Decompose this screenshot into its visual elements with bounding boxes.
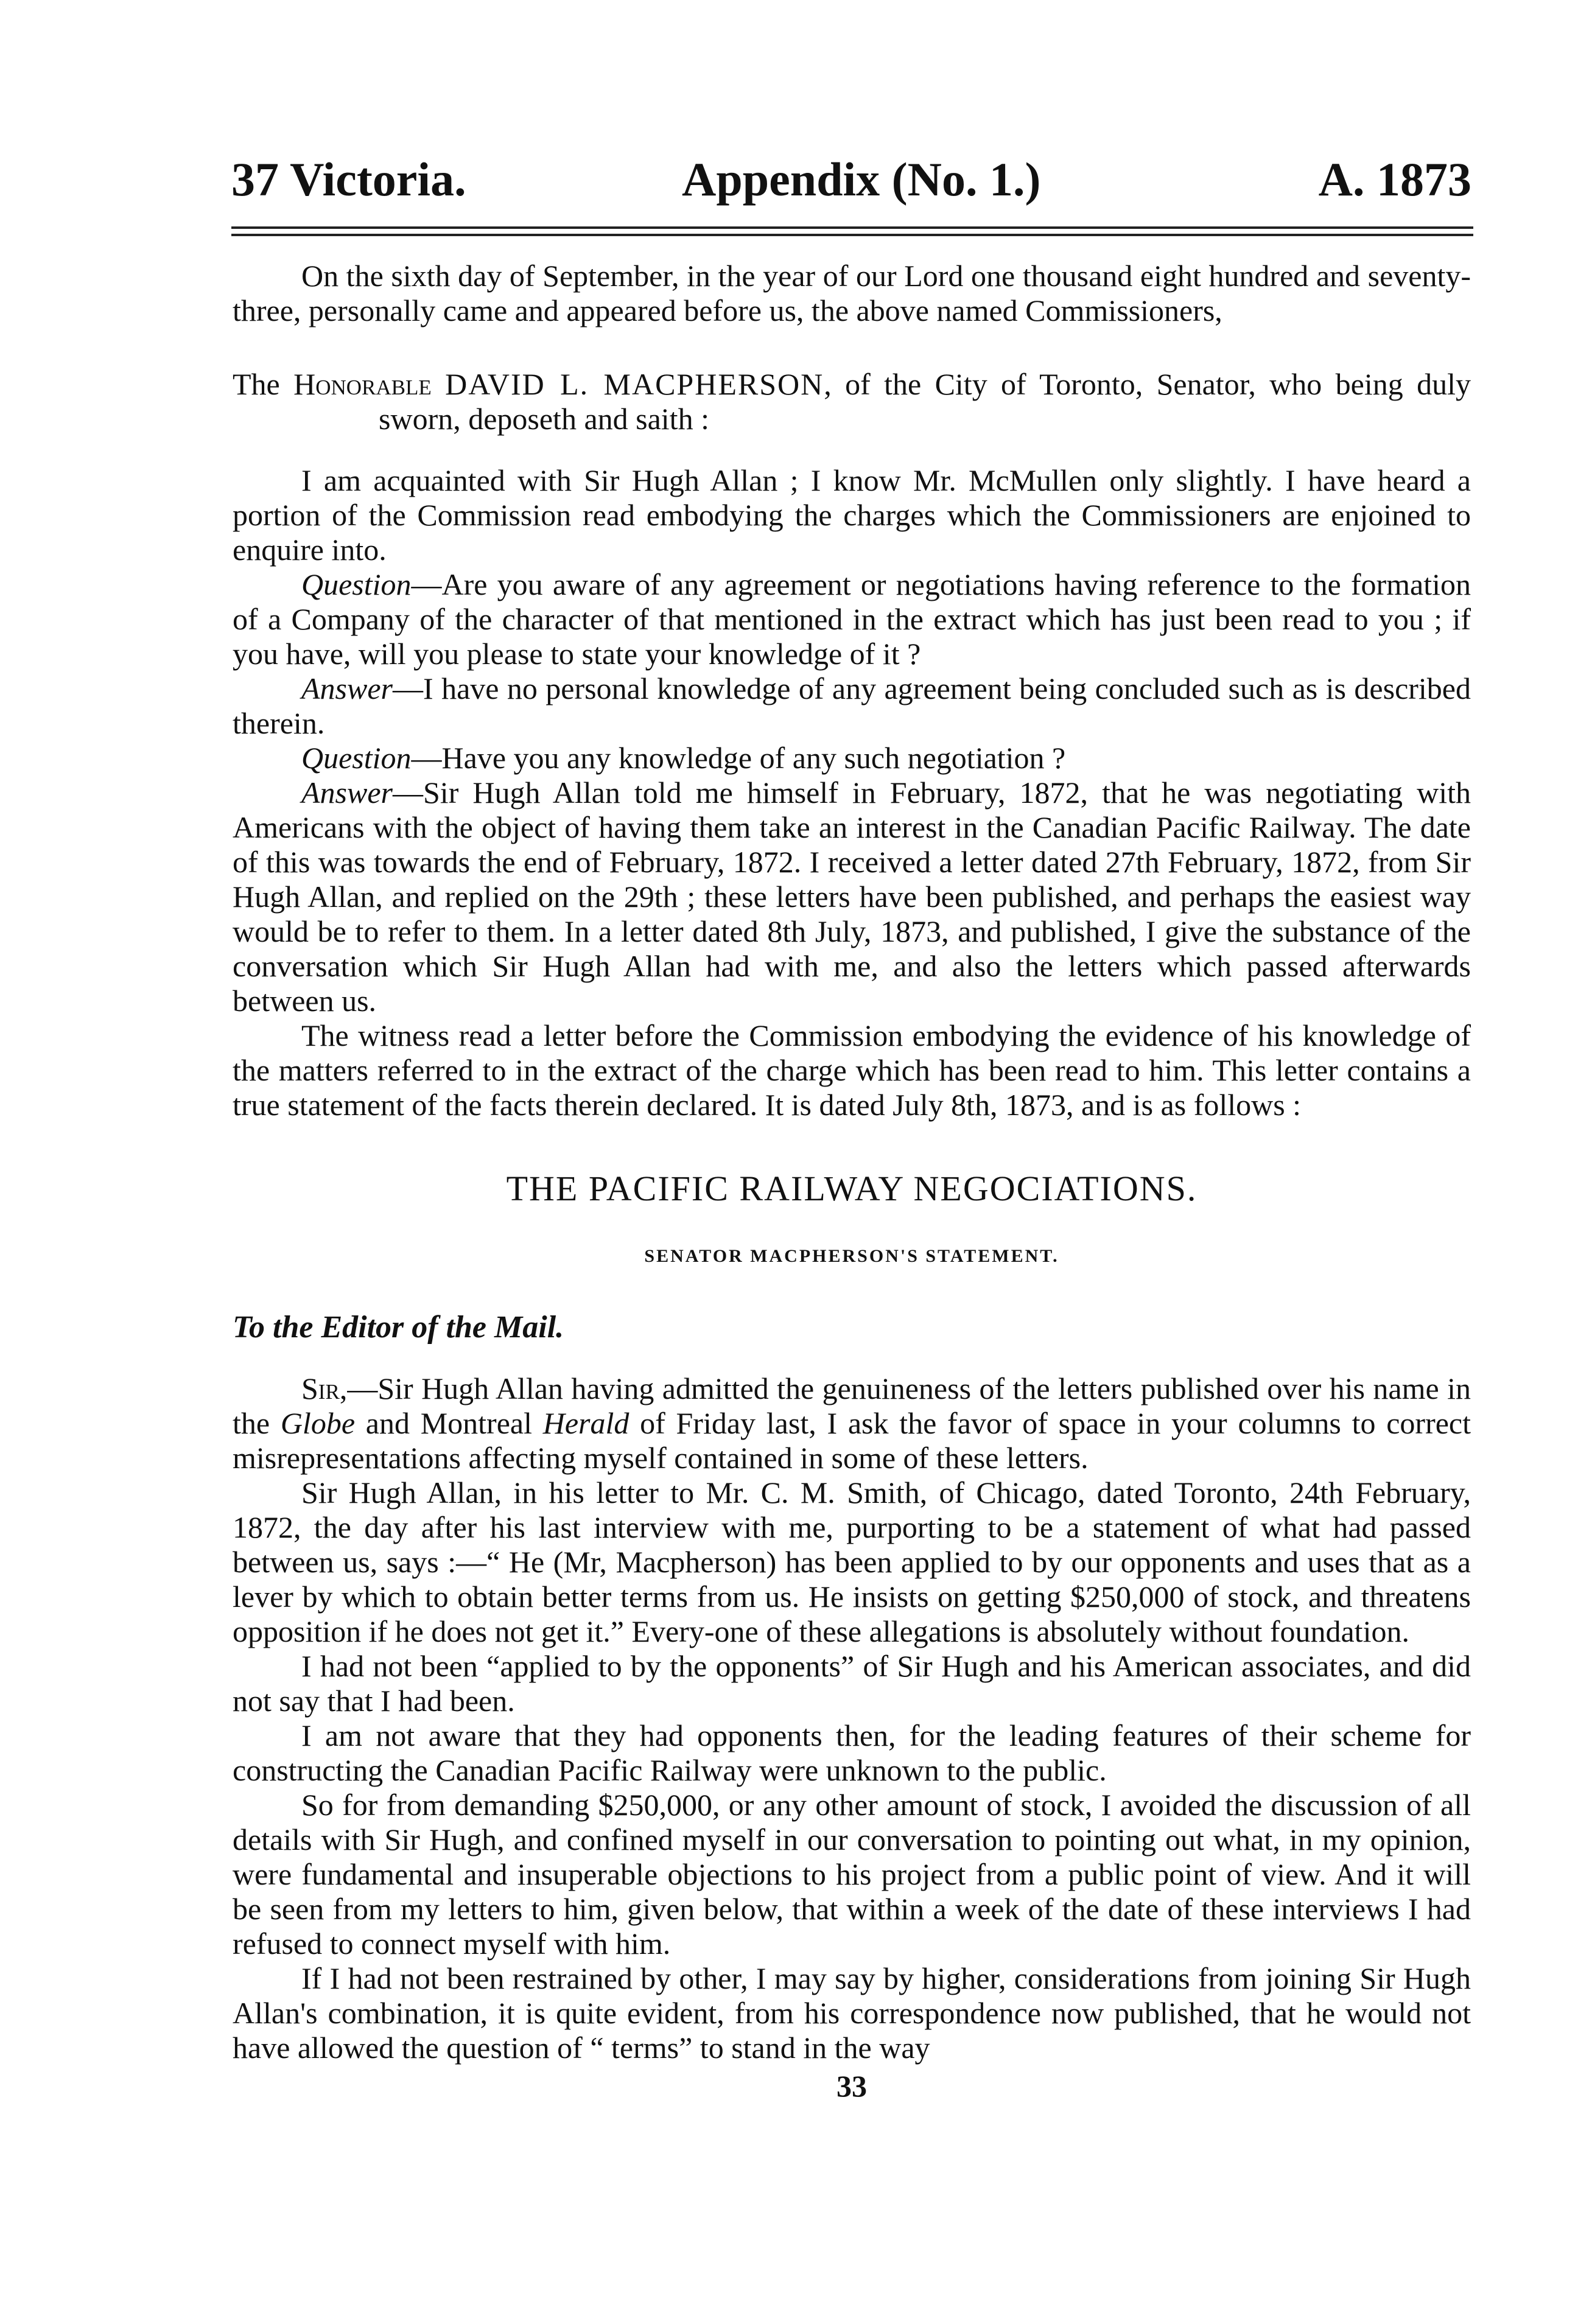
header-rule-top bbox=[231, 226, 1473, 229]
testimony-paragraph bbox=[233, 1018, 1471, 1122]
document-body bbox=[233, 259, 1471, 2104]
testimony-paragraph bbox=[233, 741, 1471, 775]
article-salutation: To the Editor of the Mail. bbox=[233, 1310, 564, 1345]
intro-paragraph: On the sixth day of September, in the year of our Lord one thousand eight hundred and seventy-three, personally came and appeared before us, the above named Commissioners, bbox=[233, 259, 1471, 327]
article-paragraph: Sir Hugh Allan, in his letter to Mr. C. M. Smith, of Chicago, dated Toronto, 24th February, 1872, the day after his last interview with me, purporting to be a statement of what had passed between us, says :—“ He (Mr, Macpherson) has been applied to by our opponents and uses that as a lever by which to obtain better terms from us. He insists on getting $250,000 of stock, and threatens opposition if he does not get it.” Every-one of these allegations is absolutely without foundation. bbox=[233, 1475, 1471, 1648]
testimony-label: Answer bbox=[301, 775, 393, 810]
article-text: and Montreal bbox=[355, 1406, 543, 1440]
testimony-paragraph bbox=[233, 775, 1471, 1018]
article-text: ,—Sir Hugh Allan having admitted the genuineness of the letters published over his name in the bbox=[233, 1371, 1471, 1440]
testimony-label: Answer bbox=[301, 671, 393, 705]
testimony-label: Question bbox=[301, 741, 412, 775]
testimony-text: —I have no personal knowledge of any agreement being concluded such as is described therein. bbox=[233, 671, 1471, 740]
header-rule-bottom bbox=[231, 234, 1473, 236]
witness-paragraph bbox=[233, 367, 1471, 436]
testimony-text: The witness read a letter before the Commission embodying the evidence of his knowledge of the matters referred to in the extract of the charge which has been read to him. This letter contains a true statement of the facts therein declared. It is dated July 8th, 1873, and is as follows : bbox=[233, 1018, 1471, 1122]
testimony-text: I am acquainted with Sir Hugh Allan ; I know Mr. McMullen only slightly. I have heard a portion of the Commission read embodying the charges which the Commissioners are enjoined to enquire into. bbox=[233, 463, 1471, 567]
header-appendix: Appendix (No. 1.) bbox=[682, 153, 1041, 206]
sir-salutation: Sir bbox=[301, 1371, 340, 1405]
article-paragraph: I am not aware that they had opponents then, for the leading features of their scheme for constructing the Canadian Pacific Railway were unknown to the public. bbox=[233, 1718, 1471, 1787]
testimony-text: —Have you any knowledge of any such negotiation ? bbox=[411, 741, 1066, 775]
article-paragraph: If I had not been restrained by other, I may say by higher, considerations from joining Sir Hugh Allan's combination, it is quite evident, from his correspondence now published, that he would not have allowed the question of “ terms” to stand in the way bbox=[233, 1961, 1471, 2065]
page-number: 33 bbox=[836, 2069, 867, 2103]
header-session: 37 Victoria. bbox=[231, 153, 466, 206]
testimony-paragraph bbox=[233, 671, 1471, 741]
testimony-label: Question bbox=[301, 567, 412, 601]
article-paragraph bbox=[233, 1371, 1471, 1475]
testimony-paragraph bbox=[233, 463, 1471, 567]
article-paragraph: I had not been “applied to by the opponents” of Sir Hugh and his American associates, and did not say that I had been. bbox=[233, 1649, 1471, 1718]
testimony-text: —Are you aware of any agreement or negotiations having reference to the formation of a Company of the character of that mentioned in the extract which has just been read to you ; if you have, will you please to state your knowledge of it ? bbox=[233, 567, 1471, 671]
witness-name: DAVID L. MACPHERSON bbox=[445, 367, 824, 401]
witness-rest: , of the City of Toronto, Senator, who being duly sworn, deposeth and saith : bbox=[379, 367, 1471, 436]
newspaper-herald: Herald bbox=[542, 1406, 629, 1440]
newspaper-globe: Globe bbox=[280, 1406, 356, 1440]
witness-prefix: The bbox=[233, 367, 280, 401]
article-title: THE PACIFIC RAILWAY NEGOCIATIONS. bbox=[506, 1169, 1198, 1208]
running-header bbox=[0, 146, 1578, 219]
article-paragraph: So for from demanding $250,000, or any other amount of stock, I avoided the discussion of all details with Sir Hugh, and confined myself in our conversation to pointing out what, in my opinion, were fundamental and insuperable objections to his project from a public point of view. And it will be seen from my letters to him, given below, that within a week of the date of these interviews I had refused to connect myself with him. bbox=[233, 1788, 1471, 1961]
article-text: of Friday last, I ask the favor of space in your columns to correct misrepresentations affecting myself contained in some of these letters. bbox=[233, 1406, 1471, 1475]
article-subtitle: SENATOR MACPHERSON'S STATEMENT. bbox=[644, 1246, 1059, 1266]
testimony-text: —Sir Hugh Allan told me himself in February, 1872, that he was negotiating with Americans with the object of having them take an interest in the Canadian Pacific Railway. The date of this was towards the end of February, 1872. I received a letter dated 27th February, 1872, from Sir Hugh Allan, and replied on the 29th ; these letters have been published, and perhaps the easiest way would be to refer to them. In a letter dated 8th July, 1873, and published, I give the substance of the conversation which Sir Hugh Allan had with me, and also the letters which passed afterwards between us. bbox=[233, 775, 1471, 1018]
testimony-paragraph bbox=[233, 567, 1471, 671]
header-year: A. 1873 bbox=[1318, 153, 1471, 206]
witness-honorific: Honorable bbox=[293, 367, 432, 401]
